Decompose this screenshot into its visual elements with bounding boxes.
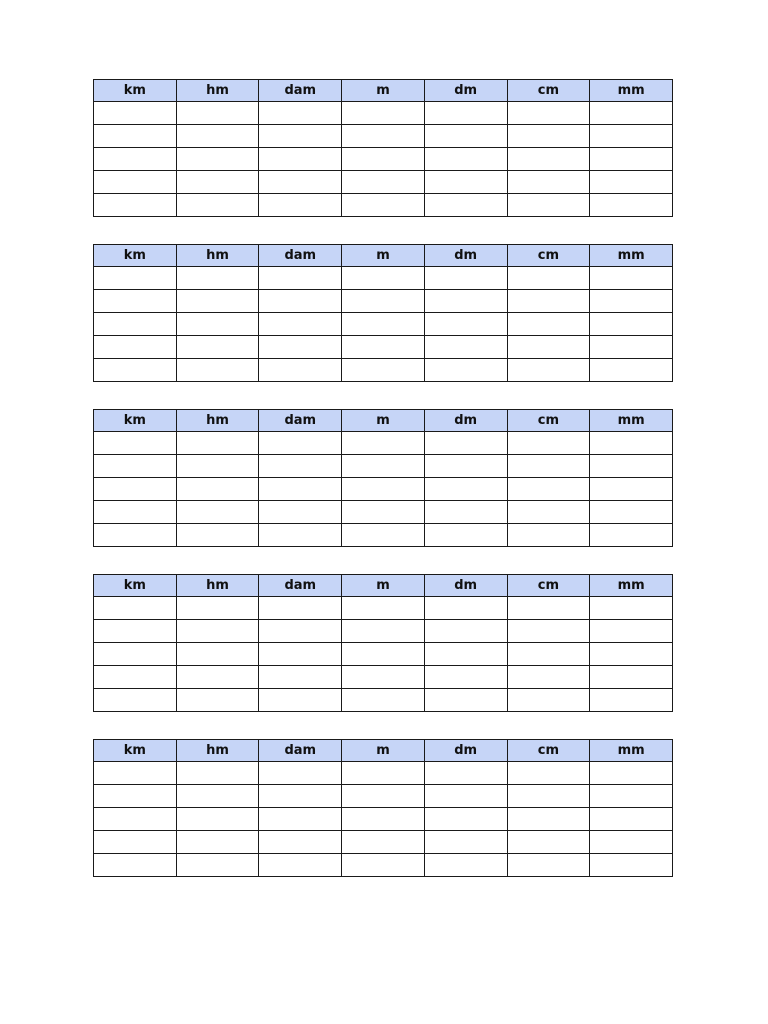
table-row [94,194,673,217]
table-cell[interactable] [590,854,673,877]
table-cell[interactable] [507,597,590,620]
column-header-km: km [94,410,177,432]
table-cell[interactable] [507,808,590,831]
table-cell[interactable] [424,194,507,217]
table-cell[interactable] [342,336,425,359]
table-cell[interactable] [94,171,177,194]
table-cell[interactable] [424,478,507,501]
table-cell[interactable] [507,267,590,290]
table-cell[interactable] [590,455,673,478]
table-cell[interactable] [176,171,259,194]
table-cell[interactable] [424,455,507,478]
column-header-dam: dam [259,575,342,597]
table-cell[interactable] [176,359,259,382]
table-cell[interactable] [259,171,342,194]
column-header-hm: hm [176,80,259,102]
table-cell[interactable] [94,689,177,712]
table-row [94,313,673,336]
table-cell[interactable] [259,359,342,382]
table-cell[interactable] [259,290,342,313]
table-cell[interactable] [259,620,342,643]
column-header-dm: dm [424,740,507,762]
table-row [94,785,673,808]
table-cell[interactable] [342,762,425,785]
unit-conversion-table [93,244,673,382]
table-cell[interactable] [342,359,425,382]
table-row [94,455,673,478]
table-cell[interactable] [259,432,342,455]
table-cell[interactable] [94,620,177,643]
table-cell[interactable] [507,102,590,125]
table-cell[interactable] [590,125,673,148]
unit-conversion-table [93,739,673,877]
table-row [94,643,673,666]
table-cell[interactable] [424,148,507,171]
column-header-mm: mm [590,410,673,432]
table-cell[interactable] [259,831,342,854]
column-header-cm: cm [507,410,590,432]
table-row [94,336,673,359]
table-cell[interactable] [590,643,673,666]
table-cell[interactable] [507,524,590,547]
table-cell[interactable] [94,313,177,336]
table-cell[interactable] [176,290,259,313]
table-cell[interactable] [342,267,425,290]
table-cell[interactable] [94,643,177,666]
column-header-dam: dam [259,245,342,267]
table-cell[interactable] [342,478,425,501]
table-cell[interactable] [507,125,590,148]
column-header-km: km [94,740,177,762]
table-cell[interactable] [259,808,342,831]
table-cell[interactable] [94,125,177,148]
table-cell[interactable] [94,478,177,501]
table-cell[interactable] [176,689,259,712]
table-cell[interactable] [94,102,177,125]
table-cell[interactable] [424,524,507,547]
table-row [94,597,673,620]
table-cell[interactable] [176,785,259,808]
table-cell[interactable] [590,501,673,524]
table-cell[interactable] [424,689,507,712]
table-row [94,689,673,712]
table-cell[interactable] [424,620,507,643]
table-cell[interactable] [507,148,590,171]
table-cell[interactable] [94,148,177,171]
table-cell[interactable] [424,125,507,148]
table-cell[interactable] [259,524,342,547]
table-cell[interactable] [507,854,590,877]
table-cell[interactable] [94,501,177,524]
column-header-m: m [342,245,425,267]
column-header-mm: mm [590,80,673,102]
table-cell[interactable] [342,831,425,854]
column-header-dam: dam [259,80,342,102]
table-row [94,666,673,689]
table-cell[interactable] [259,597,342,620]
table-row [94,831,673,854]
table-cell[interactable] [259,689,342,712]
table-cell[interactable] [259,336,342,359]
column-header-mm: mm [590,740,673,762]
table-cell[interactable] [424,267,507,290]
table-header-row [94,575,673,597]
table-cell[interactable] [590,689,673,712]
table-cell[interactable] [590,336,673,359]
column-header-cm: cm [507,740,590,762]
table-row [94,125,673,148]
table-cell[interactable] [176,501,259,524]
column-header-dm: dm [424,80,507,102]
table-cell[interactable] [507,620,590,643]
table-cell[interactable] [94,854,177,877]
table-row [94,524,673,547]
table-cell[interactable] [590,148,673,171]
table-cell[interactable] [590,524,673,547]
table-cell[interactable] [94,194,177,217]
table-cell[interactable] [424,831,507,854]
table-cell[interactable] [590,267,673,290]
table-cell[interactable] [94,336,177,359]
table-cell[interactable] [259,643,342,666]
column-header-km: km [94,80,177,102]
table-cell[interactable] [424,854,507,877]
table-cell[interactable] [176,762,259,785]
table-cell[interactable] [94,267,177,290]
table-cell[interactable] [342,666,425,689]
column-header-hm: hm [176,575,259,597]
table-cell[interactable] [259,194,342,217]
unit-conversion-table [93,574,673,712]
table-cell[interactable] [259,125,342,148]
table-cell[interactable] [259,148,342,171]
table-cell[interactable] [259,313,342,336]
table-cell[interactable] [259,762,342,785]
table-cell[interactable] [507,455,590,478]
table-row [94,267,673,290]
table-cell[interactable] [590,171,673,194]
table-cell[interactable] [590,432,673,455]
table-cell[interactable] [342,290,425,313]
table-cell[interactable] [176,597,259,620]
table-cell[interactable] [424,290,507,313]
table-row [94,762,673,785]
table-cell[interactable] [590,620,673,643]
table-cell[interactable] [507,643,590,666]
table-cell[interactable] [176,854,259,877]
table-cell[interactable] [590,478,673,501]
table-row [94,620,673,643]
table-cell[interactable] [176,524,259,547]
table-cell[interactable] [342,597,425,620]
table-cell[interactable] [507,290,590,313]
table-row [94,432,673,455]
table-cell[interactable] [342,455,425,478]
column-header-m: m [342,80,425,102]
table-cell[interactable] [424,785,507,808]
column-header-hm: hm [176,245,259,267]
table-cell[interactable] [590,666,673,689]
table-cell[interactable] [507,501,590,524]
column-header-hm: hm [176,410,259,432]
table-row [94,290,673,313]
table-cell[interactable] [176,831,259,854]
table-cell[interactable] [176,125,259,148]
table-cell[interactable] [424,336,507,359]
table-cell[interactable] [94,359,177,382]
table-cell[interactable] [94,290,177,313]
column-header-km: km [94,575,177,597]
table-cell[interactable] [259,267,342,290]
column-header-dam: dam [259,740,342,762]
table-cell[interactable] [507,336,590,359]
table-cell[interactable] [507,689,590,712]
table-cell[interactable] [94,524,177,547]
column-header-km: km [94,245,177,267]
table-header-row [94,245,673,267]
table-cell[interactable] [590,102,673,125]
table-cell[interactable] [94,762,177,785]
column-header-dm: dm [424,245,507,267]
table-cell[interactable] [176,194,259,217]
table-cell[interactable] [507,359,590,382]
table-cell[interactable] [507,313,590,336]
column-header-mm: mm [590,575,673,597]
table-cell[interactable] [176,313,259,336]
table-cell[interactable] [590,785,673,808]
table-cell[interactable] [424,597,507,620]
table-cell[interactable] [94,831,177,854]
table-cell[interactable] [342,148,425,171]
table-cell[interactable] [259,501,342,524]
table-cell[interactable] [590,597,673,620]
column-header-m: m [342,740,425,762]
column-header-cm: cm [507,245,590,267]
table-cell[interactable] [342,524,425,547]
table-cell[interactable] [259,854,342,877]
table-row [94,148,673,171]
table-cell[interactable] [342,194,425,217]
table-row [94,854,673,877]
table-cell[interactable] [424,432,507,455]
table-cell[interactable] [342,689,425,712]
table-cell[interactable] [342,620,425,643]
table-cell[interactable] [342,854,425,877]
column-header-dm: dm [424,575,507,597]
table-cell[interactable] [342,785,425,808]
table-cell[interactable] [342,808,425,831]
table-cell[interactable] [94,432,177,455]
column-header-hm: hm [176,740,259,762]
unit-conversion-table [93,79,673,217]
table-cell[interactable] [424,643,507,666]
table-cell[interactable] [590,762,673,785]
table-cell[interactable] [342,171,425,194]
table-cell[interactable] [507,831,590,854]
table-cell[interactable] [424,501,507,524]
table-cell[interactable] [176,432,259,455]
table-cell[interactable] [507,478,590,501]
table-cell[interactable] [424,666,507,689]
table-cell[interactable] [590,313,673,336]
table-cell[interactable] [94,597,177,620]
table-cell[interactable] [507,785,590,808]
unit-conversion-table [93,409,673,547]
column-header-cm: cm [507,575,590,597]
table-header-row [94,410,673,432]
table-cell[interactable] [342,313,425,336]
table-cell[interactable] [342,102,425,125]
table-cell[interactable] [424,313,507,336]
table-cell[interactable] [507,666,590,689]
table-cell[interactable] [590,359,673,382]
table-cell[interactable] [94,785,177,808]
table-cell[interactable] [94,666,177,689]
column-header-dm: dm [424,410,507,432]
table-cell[interactable] [176,455,259,478]
table-cell[interactable] [342,432,425,455]
column-header-cm: cm [507,80,590,102]
table-cell[interactable] [176,102,259,125]
table-cell[interactable] [424,359,507,382]
table-cell[interactable] [259,478,342,501]
table-row [94,808,673,831]
table-cell[interactable] [176,267,259,290]
table-cell[interactable] [342,643,425,666]
table-cell[interactable] [259,102,342,125]
table-cell[interactable] [507,171,590,194]
table-header-row [94,740,673,762]
table-cell[interactable] [507,194,590,217]
table-row [94,478,673,501]
table-cell[interactable] [424,171,507,194]
table-cell[interactable] [176,666,259,689]
table-cell[interactable] [590,808,673,831]
table-cell[interactable] [424,102,507,125]
table-row [94,102,673,125]
table-cell[interactable] [259,785,342,808]
table-cell[interactable] [424,808,507,831]
table-cell[interactable] [176,643,259,666]
column-header-m: m [342,410,425,432]
table-cell[interactable] [342,125,425,148]
table-cell[interactable] [176,808,259,831]
table-cell[interactable] [176,478,259,501]
column-header-m: m [342,575,425,597]
table-header-row [94,80,673,102]
table-cell[interactable] [176,620,259,643]
column-header-dam: dam [259,410,342,432]
table-cell[interactable] [590,290,673,313]
table-row [94,171,673,194]
table-cell[interactable] [176,336,259,359]
table-cell[interactable] [507,432,590,455]
table-cell[interactable] [342,501,425,524]
table-row [94,359,673,382]
column-header-mm: mm [590,245,673,267]
table-cell[interactable] [259,455,342,478]
table-cell[interactable] [176,148,259,171]
table-row [94,501,673,524]
table-cell[interactable] [424,762,507,785]
table-cell[interactable] [94,808,177,831]
table-cell[interactable] [94,455,177,478]
table-cell[interactable] [590,831,673,854]
table-cell[interactable] [590,194,673,217]
table-cell[interactable] [259,666,342,689]
table-cell[interactable] [507,762,590,785]
